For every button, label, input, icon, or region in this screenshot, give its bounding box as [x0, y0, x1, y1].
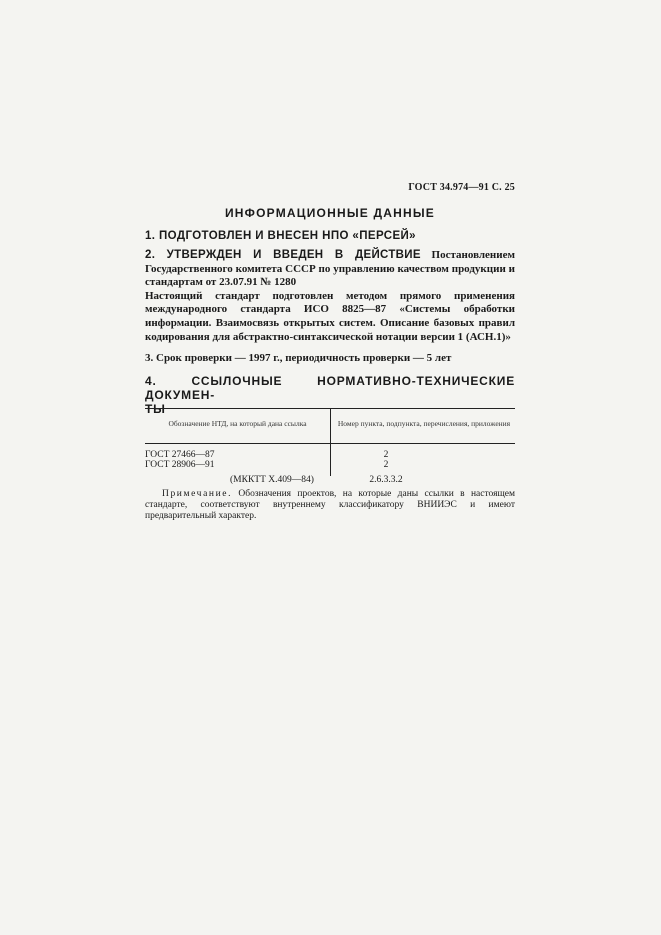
section-2 — [145, 249, 515, 344]
footnote-text: Обозначения проектов, на которые даны ссылки в настоящем стандарте, соответствуют внутреннему классификатору ВНИИЭС и имеют предварительный характер. — [145, 489, 515, 521]
section-2-heading: 2. УТВЕРЖДЕН И ВВЕДЕН В ДЕЙСТВИЕ — [145, 249, 421, 261]
section-1: 1. ПОДГОТОВЛЕН И ВНЕСЕН НПО «ПЕРСЕЙ» — [145, 230, 416, 242]
table-row-ref: 2 — [383, 460, 389, 470]
section-3: 3. Срок проверки — 1997 г., периодичность проверки — 5 лет — [145, 352, 452, 364]
section-2-body: Постановлением Государственного комитета СССР по управлению качеством продукции и стандартам от 23.07.91 № 1280 — [145, 249, 515, 289]
table-row-doc: ГОСТ 27466—87 — [145, 450, 215, 460]
table-row-doc: (МККТТ Х.409—84) — [230, 475, 314, 485]
footnote — [145, 489, 515, 522]
section-4-line-1: 4. ССЫЛОЧНЫЕ НОРМАТИВНО-ТЕХНИЧЕСКИЕ ДОКУМЕН- — [145, 374, 515, 402]
table-header-rule — [145, 443, 515, 444]
footnote-label: Примечание. — [162, 489, 233, 499]
page-header-code: ГОСТ 34.974—91 С. 25 — [408, 182, 515, 193]
table-header-document: Обозначение НТД, на который дана ссылка — [168, 419, 307, 428]
table-row-ref: 2 — [383, 450, 389, 460]
page-title: ИНФОРМАЦИОННЫЕ ДАННЫЕ — [224, 206, 436, 220]
section-4-line-2: ТЫ — [145, 402, 166, 416]
table-row-doc: ГОСТ 28906—91 — [145, 460, 215, 470]
table-row-ref: 2.6.3.3.2 — [369, 475, 403, 485]
table-header-clause: Номер пункта, подпункта, перечисления, приложения — [337, 419, 511, 428]
section-2-body-2: Настоящий стандарт подготовлен методом прямого применения международного стандарта ИСО 8825—87 «Системы обработки информации. Взаимосвязь открытых систем. Описание базовых правил кодирования для абстрактно-синтаксической нотации версии 1 (АСН.1)» — [145, 289, 515, 343]
